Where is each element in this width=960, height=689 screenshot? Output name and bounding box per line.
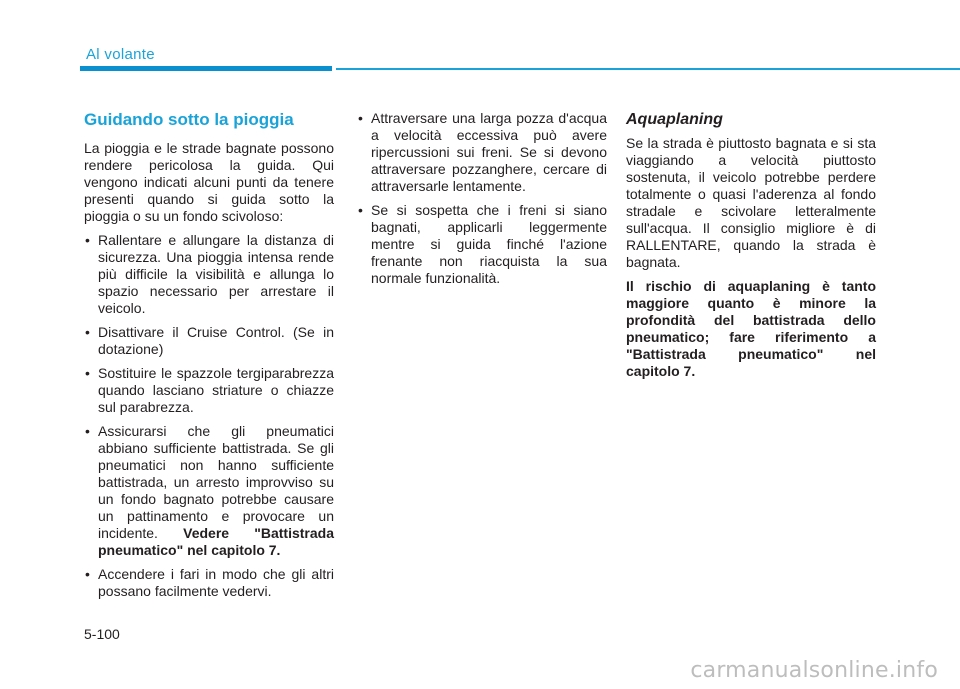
page-number: 5-100 bbox=[84, 626, 120, 642]
list-item: • Sostituire le spazzole tergiparabrezza quando lasciano striature o chiazze sul parabrezza. bbox=[84, 365, 334, 416]
header-rule-light bbox=[336, 68, 960, 70]
rain-tips-list-continued bbox=[357, 110, 607, 287]
left-column bbox=[84, 110, 334, 607]
section-title: Guidando sotto la pioggia bbox=[84, 110, 294, 129]
tires-text: Assicurarsi che gli pneumatici abbiano sufficiente battistrada. Se gli pneumatici non hanno sufficiente battistrada, un arresto improvviso su un fondo bagnato potrebbe causare un pattinamento e provocare un incidente. bbox=[98, 423, 334, 541]
aquaplaning-warning: Il rischio di aquaplaning è tanto maggiore quanto è minore la profondità del battistrada dello pneumatico; fare riferimento a "Battistrada pneumatico" nel capitolo 7. bbox=[626, 278, 876, 379]
rain-tips-list bbox=[84, 232, 334, 600]
middle-column bbox=[357, 110, 607, 294]
aquaplaning-paragraph: Se la strada è piuttosto bagnata e si sta viaggiando a velocità piuttosto sostenuta, il veicolo potrebbe perdere totalmente o quasi l'aderenza al fondo stradale e scivolare letteralmente sull'acqua. Il consiglio migliore è di RALLENTARE, quando la strada è bagnata. bbox=[626, 135, 876, 270]
aquaplaning-title: Aquaplaning bbox=[626, 111, 723, 128]
list-item: • Disattivare il Cruise Control. (Se in dotazione) bbox=[84, 324, 334, 358]
section-label: Al volante bbox=[86, 46, 155, 63]
right-column bbox=[626, 110, 876, 387]
watermark: carmanualsonline.info bbox=[690, 658, 938, 683]
list-item: • Attraversare una larga pozza d'acqua a velocità eccessiva può avere ripercussioni sui freni. Se si devono attraversare pozzanghere, cercare di attraversarle lentamente. bbox=[357, 110, 607, 195]
tires-reference: Vedere "Battistrada pneumatico" nel capitolo 7. bbox=[98, 525, 334, 558]
list-item: • Rallentare e allungare la distanza di sicurezza. Una pioggia intensa rende più difficile la visibilità e allunga lo spazio necessario per arrestare il veicolo. bbox=[84, 232, 334, 317]
list-item: • Accendere i fari in modo che gli altri possano facilmente vedervi. bbox=[84, 566, 334, 600]
list-item: • Se si sospetta che i freni si siano bagnati, applicarli leggermente mentre si guida finché l'azione frenante non riacquista la sua normale funzionalità. bbox=[357, 202, 607, 287]
header-rule-dark bbox=[80, 66, 332, 71]
list-item-tires bbox=[84, 423, 334, 559]
intro-paragraph: La pioggia e le strade bagnate possono rendere pericolosa la guida. Qui vengono indicati alcuni punti da tenere presenti quando si guida sotto la pioggia o su un fondo scivoloso: bbox=[84, 140, 334, 224]
